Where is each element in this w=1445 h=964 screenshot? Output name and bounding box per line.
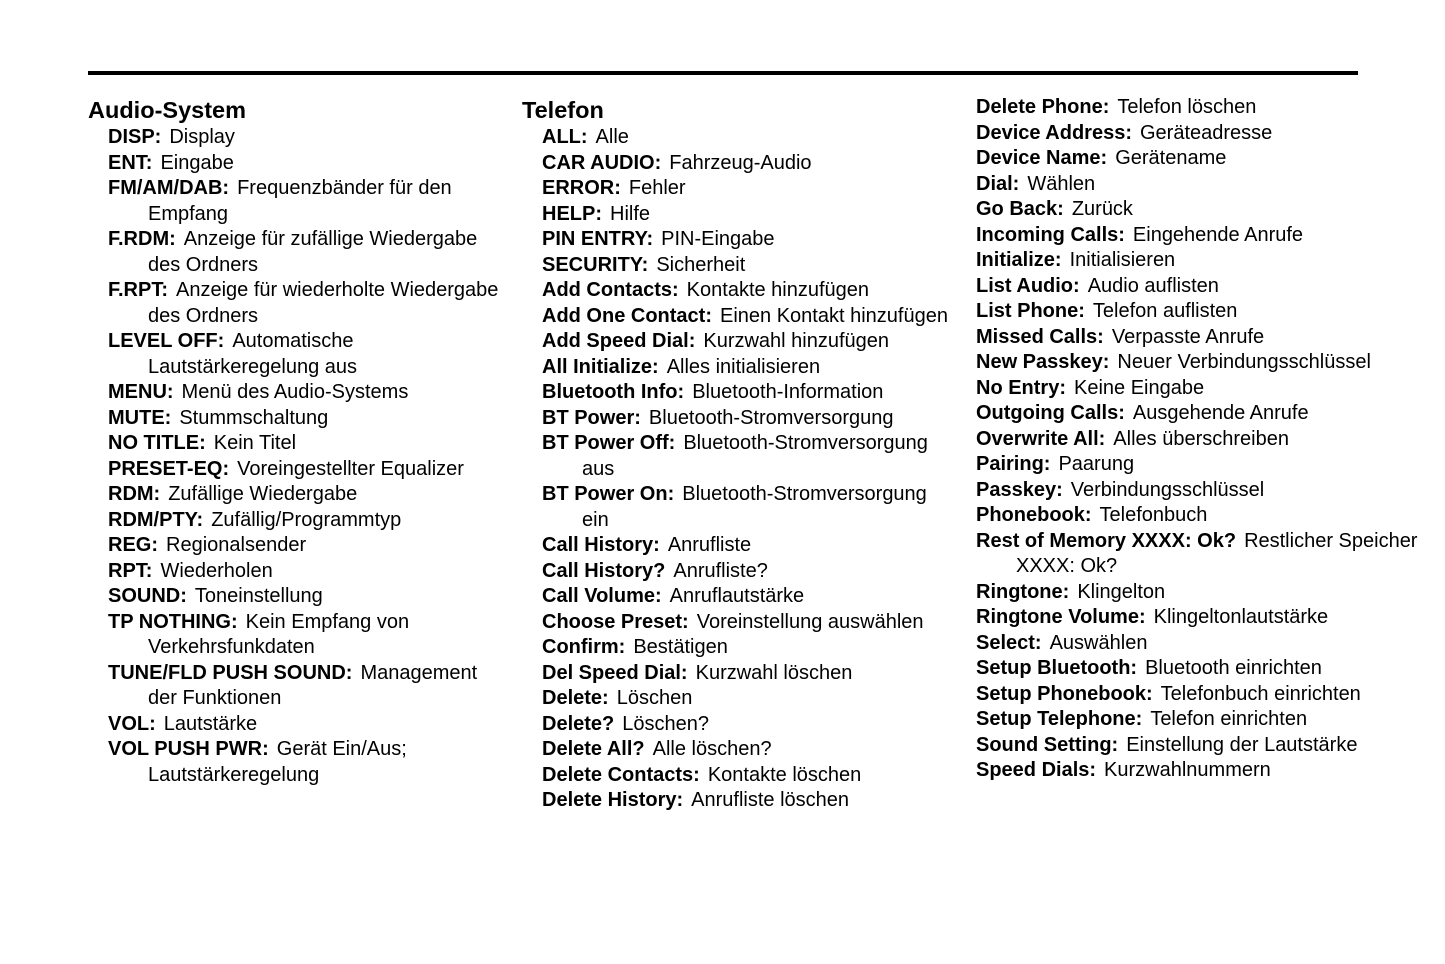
entry-term: Incoming Calls: — [976, 223, 1125, 246]
entry-definition: Anrufliste — [667, 534, 752, 556]
entry-term: Add Speed Dial: — [542, 330, 696, 352]
entry-definition: Zurück — [1071, 198, 1133, 220]
entry-definition: Bluetooth-Stromversorgung — [648, 406, 894, 429]
entry-definition: Bestätigen — [633, 636, 728, 658]
entry-term: Overwrite All: — [976, 427, 1106, 450]
entry-definition: Sicherheit — [656, 253, 746, 276]
entry-term: ENT: — [108, 151, 153, 174]
glossary-entry — [88, 227, 508, 278]
entry-definition: Telefonbuch — [1099, 504, 1208, 526]
glossary-entry — [976, 529, 1436, 580]
glossary-entry — [88, 176, 508, 227]
entry-term: Setup Phonebook: — [976, 682, 1153, 705]
entry-definition: Neuer Verbindungsschlüssel — [1117, 351, 1371, 373]
glossary-entry — [522, 278, 952, 304]
entry-term: All Initialize: — [542, 355, 659, 378]
glossary-entry — [88, 125, 508, 151]
entry-term: Select: — [976, 631, 1042, 654]
entry-term: MUTE: — [108, 406, 172, 429]
glossary-entry — [976, 580, 1436, 606]
entry-definition: Bluetooth einrichten — [1145, 657, 1322, 679]
entry-definition: Gerätename — [1115, 147, 1227, 169]
column-telefon-continued — [976, 95, 1436, 784]
section-heading: Telefon — [522, 97, 604, 123]
entry-term: Dial: — [976, 172, 1020, 195]
entry-term: Delete History: — [542, 789, 684, 811]
entry-definition: Management der Funktionen — [148, 661, 478, 709]
entry-term: MENU: — [108, 381, 174, 403]
glossary-entry — [522, 559, 952, 585]
glossary-entry — [88, 151, 508, 177]
glossary-entry — [976, 656, 1436, 682]
glossary-entry — [976, 733, 1436, 759]
entry-definition: Eingehende Anrufe — [1132, 223, 1304, 246]
entry-definition: Wiederholen — [160, 559, 273, 582]
entry-term: Delete All? — [542, 738, 645, 760]
entry-term: Passkey: — [976, 478, 1063, 501]
entry-term: Speed Dials: — [976, 759, 1097, 781]
entry-definition: Löschen? — [622, 712, 709, 735]
entry-definition: Automatische Lautstärkeregelung aus — [148, 330, 358, 378]
glossary-entry — [976, 631, 1436, 657]
glossary-entry — [522, 763, 952, 789]
entry-term: FM/AM/DAB: — [108, 177, 230, 199]
glossary-entry — [88, 482, 508, 508]
entry-definition: Kurzwahl hinzufügen — [703, 330, 890, 352]
glossary-entry — [522, 788, 952, 814]
glossary-entry — [522, 151, 952, 177]
entry-definition: Telefon auflisten — [1092, 300, 1238, 322]
glossary-entry — [522, 202, 952, 228]
entry-definition: Telefonbuch einrichten — [1160, 682, 1361, 705]
entry-term: Ringtone Volume: — [976, 606, 1146, 628]
entry-definition: Alles überschreiben — [1113, 427, 1289, 450]
entry-term: Missed Calls: — [976, 325, 1104, 348]
glossary-entry — [522, 635, 952, 661]
entry-term: New Passkey: — [976, 351, 1110, 373]
entry-term: Outgoing Calls: — [976, 402, 1125, 424]
glossary-entry — [88, 457, 508, 483]
entry-term: PRESET-EQ: — [108, 457, 230, 480]
entry-definition: Anzeige für zufällige Wiedergabe des Ordners — [148, 228, 478, 276]
glossary-entry — [976, 478, 1436, 504]
entry-definition: Display — [169, 126, 235, 148]
glossary-entry — [976, 248, 1436, 274]
entry-term: List Phone: — [976, 300, 1085, 322]
entry-definition: Löschen — [616, 687, 693, 709]
glossary-list — [88, 125, 508, 788]
entry-term: Confirm: — [542, 636, 626, 658]
glossary-entry — [976, 401, 1436, 427]
entry-definition: Fahrzeug-Audio — [669, 151, 812, 174]
entry-definition: Initialisieren — [1069, 249, 1176, 271]
glossary-entry — [88, 278, 508, 329]
glossary-entry — [88, 559, 508, 585]
entry-term: Delete? — [542, 712, 615, 735]
glossary-entry — [976, 452, 1436, 478]
glossary-entry — [976, 274, 1436, 300]
entry-definition: Anrufliste löschen — [691, 789, 850, 811]
entry-term: Delete Contacts: — [542, 763, 700, 786]
entry-definition: Auswählen — [1049, 631, 1148, 654]
glossary-entry — [88, 406, 508, 432]
entry-term: Pairing: — [976, 453, 1051, 475]
glossary-entry — [522, 304, 952, 330]
glossary-entry — [522, 686, 952, 712]
entry-term: Sound Setting: — [976, 733, 1119, 756]
glossary-entry — [88, 712, 508, 738]
entry-term: TUNE/FLD PUSH SOUND: — [108, 661, 353, 684]
glossary-list — [522, 125, 952, 814]
entry-definition: Verpasste Anrufe — [1111, 325, 1265, 348]
entry-term: VOL: — [108, 712, 156, 735]
entry-term: Call History: — [542, 534, 660, 556]
entry-term: Delete Phone: — [976, 96, 1110, 118]
glossary-list — [976, 95, 1436, 784]
glossary-entry — [976, 682, 1436, 708]
entry-term: REG: — [108, 534, 158, 556]
entry-definition: Klingeltonlautstärke — [1153, 606, 1329, 628]
glossary-entry — [976, 758, 1436, 784]
entry-definition: Verbindungsschlüssel — [1070, 478, 1265, 501]
entry-definition: Kontakte löschen — [707, 763, 862, 786]
entry-definition: Wählen — [1027, 172, 1096, 195]
glossary-entry — [976, 503, 1436, 529]
glossary-entry — [976, 172, 1436, 198]
glossary-entry — [522, 431, 952, 482]
column-audio-system — [88, 95, 508, 788]
entry-definition: Geräteadresse — [1140, 121, 1273, 144]
entry-definition: Kein Titel — [213, 432, 297, 454]
entry-definition: Klingelton — [1077, 580, 1166, 603]
entry-term: PIN ENTRY: — [542, 228, 654, 250]
entry-definition: Einstellung der Lautstärke — [1126, 733, 1358, 756]
glossary-entry — [522, 737, 952, 763]
entry-term: Call Volume: — [542, 585, 662, 607]
entry-term: List Audio: — [976, 274, 1080, 297]
glossary-entry — [88, 584, 508, 610]
entry-definition: Anruflautstärke — [669, 585, 805, 607]
glossary-entry — [88, 431, 508, 457]
entry-term: Call History? — [542, 559, 666, 582]
column-telefon — [522, 95, 952, 814]
glossary-entry — [522, 176, 952, 202]
entry-term: NO TITLE: — [108, 432, 206, 454]
glossary-entry — [522, 482, 952, 533]
glossary-entry — [976, 605, 1436, 631]
entry-definition: Bluetooth-Information — [692, 381, 884, 403]
entry-definition: Kurzwahl löschen — [695, 661, 853, 684]
glossary-entry — [522, 355, 952, 381]
entry-definition: PIN-Eingabe — [661, 228, 775, 250]
entry-term: Setup Telephone: — [976, 708, 1143, 730]
entry-definition: Audio auflisten — [1087, 274, 1219, 297]
entry-term: ERROR: — [542, 177, 621, 199]
entry-term: BT Power Off: — [542, 432, 676, 454]
glossary-entry — [976, 299, 1436, 325]
entry-definition: Paarung — [1058, 453, 1135, 475]
entry-term: Choose Preset: — [542, 610, 689, 633]
glossary-entry — [522, 227, 952, 253]
entry-definition: Telefon löschen — [1117, 96, 1257, 118]
entry-term: Del Speed Dial: — [542, 661, 688, 684]
entry-term: Setup Bluetooth: — [976, 657, 1138, 679]
entry-term: BT Power: — [542, 406, 641, 429]
entry-definition: Hilfe — [610, 202, 651, 225]
glossary-entry — [522, 712, 952, 738]
entry-term: DISP: — [108, 126, 162, 148]
entry-definition: Kontakte hinzufügen — [686, 279, 870, 301]
entry-term: Go Back: — [976, 198, 1064, 220]
entry-term: Device Address: — [976, 121, 1132, 144]
entry-term: Phonebook: — [976, 504, 1092, 526]
entry-definition: Lautstärke — [163, 712, 258, 735]
entry-term: TP NOTHING: — [108, 610, 238, 633]
entry-definition: Zufällige Wiedergabe — [168, 483, 358, 505]
glossary-entry — [976, 325, 1436, 351]
glossary-entry — [88, 610, 508, 661]
entry-definition: Bluetooth-Stromversorgung aus — [582, 432, 928, 480]
entry-definition: Regionalsender — [166, 534, 307, 556]
entry-term: HELP: — [542, 202, 602, 225]
entry-definition: Alle — [595, 126, 629, 148]
glossary-entry — [88, 380, 508, 406]
entry-definition: Menü des Audio-Systems — [181, 381, 409, 403]
entry-term: BT Power On: — [542, 483, 675, 505]
entry-definition: Frequenzbänder für den Empfang — [148, 177, 452, 225]
entry-definition: Zufällig/Programmtyp — [211, 508, 402, 531]
entry-term: F.RDM: — [108, 228, 176, 250]
entry-definition: Eingabe — [160, 151, 234, 174]
glossary-entry — [976, 95, 1436, 121]
entry-term: SOUND: — [108, 585, 187, 607]
entry-definition: Ausgehende Anrufe — [1132, 402, 1309, 424]
entry-term: RDM/PTY: — [108, 508, 204, 531]
entry-term: SECURITY: — [542, 253, 649, 276]
glossary-entry — [88, 508, 508, 534]
glossary-entry — [976, 427, 1436, 453]
glossary-entry — [522, 380, 952, 406]
entry-term: RPT: — [108, 559, 153, 582]
entry-term: Initialize: — [976, 249, 1062, 271]
glossary-entry — [976, 146, 1436, 172]
entry-definition: Anzeige für wiederholte Wiedergabe des Ordners — [148, 279, 499, 327]
entry-definition: Alle löschen? — [652, 738, 772, 760]
top-rule — [88, 71, 1358, 75]
glossary-entry — [88, 661, 508, 712]
glossary-entry — [88, 329, 508, 380]
entry-term: Rest of Memory XXXX: Ok? — [976, 529, 1237, 552]
glossary-entry — [976, 350, 1436, 376]
glossary-entry — [522, 661, 952, 687]
entry-definition: Alles initialisieren — [666, 355, 821, 378]
glossary-entry — [976, 121, 1436, 147]
entry-definition: Anrufliste? — [673, 559, 768, 582]
entry-definition: Stummschaltung — [179, 406, 329, 429]
glossary-entry — [88, 533, 508, 559]
entry-definition: Kein Empfang von Verkehrsfunkdaten — [148, 610, 410, 658]
glossary-entry — [522, 610, 952, 636]
entry-definition: Toneinstellung — [194, 585, 323, 607]
glossary-entry — [976, 707, 1436, 733]
entry-term: Bluetooth Info: — [542, 381, 685, 403]
entry-term: ALL: — [542, 126, 588, 148]
entry-term: F.RPT: — [108, 279, 168, 301]
glossary-entry — [522, 533, 952, 559]
entry-term: Add Contacts: — [542, 279, 679, 301]
glossary-entry — [976, 197, 1436, 223]
entry-term: VOL PUSH PWR: — [108, 738, 269, 760]
glossary-entry — [88, 737, 508, 788]
entry-definition: Voreingestellter Equalizer — [237, 457, 464, 480]
entry-definition: Telefon einrichten — [1150, 708, 1308, 730]
entry-definition: Fehler — [628, 177, 686, 199]
glossary-entry — [522, 253, 952, 279]
entry-definition: Bluetooth-Stromversorgung ein — [582, 483, 927, 531]
entry-definition: Gerät Ein/Aus; Lautstärkeregelung — [148, 738, 407, 786]
entry-term: RDM: — [108, 483, 161, 505]
entry-term: Device Name: — [976, 147, 1108, 169]
entry-term: Ringtone: — [976, 580, 1070, 603]
entry-term: Delete: — [542, 687, 609, 709]
glossary-entry — [522, 406, 952, 432]
entry-term: CAR AUDIO: — [542, 151, 662, 174]
entry-definition: Restlicher Speicher XXXX: Ok? — [1016, 529, 1418, 577]
glossary-entry — [976, 376, 1436, 402]
glossary-entry — [976, 223, 1436, 249]
entry-definition: Voreinstellung auswählen — [696, 610, 924, 633]
glossary-entry — [522, 125, 952, 151]
glossary-entry — [522, 584, 952, 610]
entry-definition: Einen Kontakt hinzufügen — [720, 304, 948, 327]
entry-term: LEVEL OFF: — [108, 330, 225, 352]
entry-term: Add One Contact: — [542, 304, 712, 327]
section-heading: Audio-System — [88, 97, 246, 123]
glossary-entry — [522, 329, 952, 355]
entry-definition: Keine Eingabe — [1074, 376, 1205, 399]
entry-term: No Entry: — [976, 376, 1066, 399]
entry-definition: Kurzwahlnummern — [1104, 759, 1271, 781]
